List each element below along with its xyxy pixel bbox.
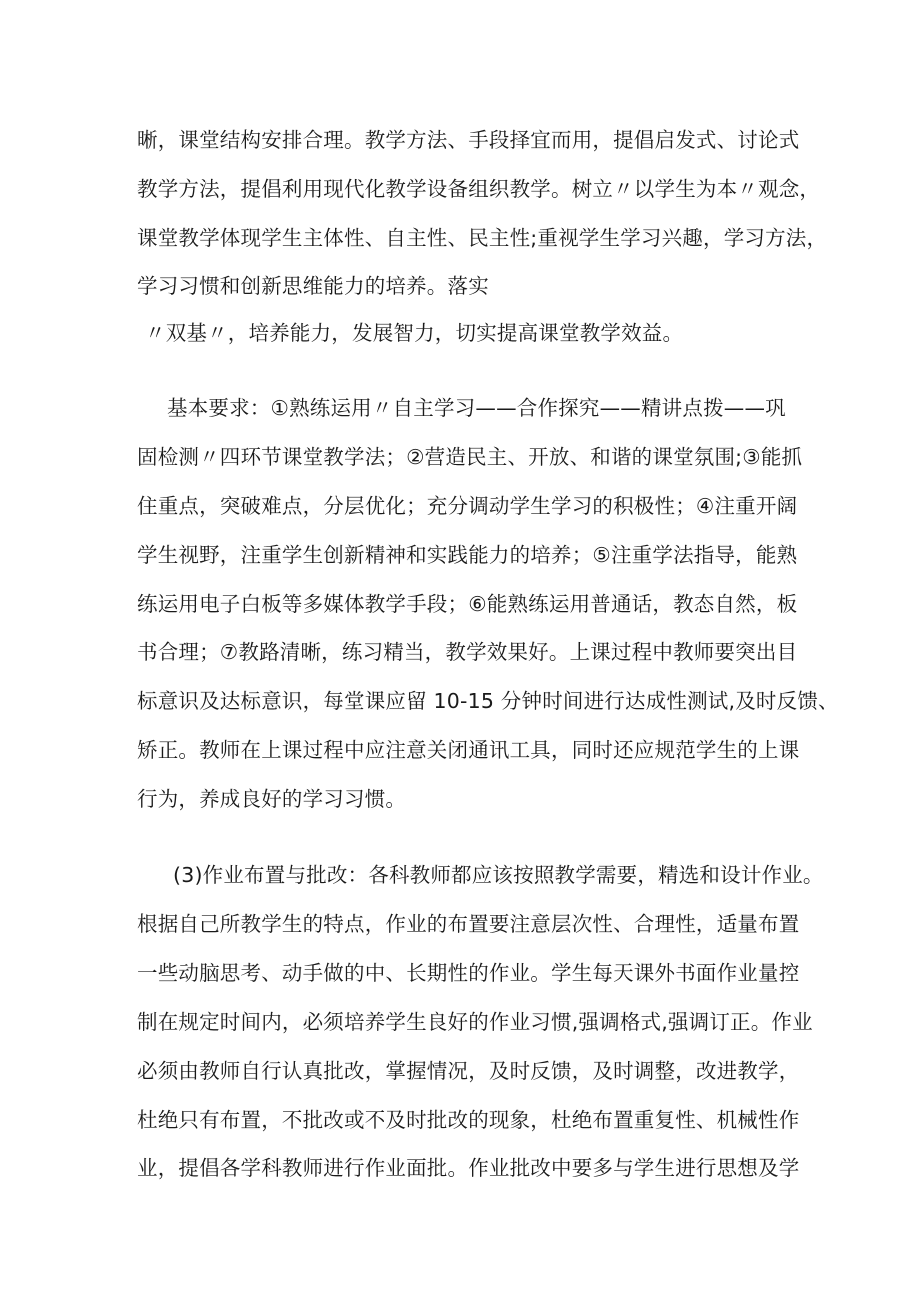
text-line: 业，提倡各学科教师进行作业面批。作业批改中要多与学生进行思想及学 [137,1156,800,1180]
text-line: 练运用电子白板等多媒体教学手段；⑥能熟练运用普通话，教态自然，板 [137,592,798,616]
text-line: 杜绝只有布置，不批改或不及时批改的现象，杜绝布置重复性、机械性作 [137,1108,800,1132]
text-line: 标意识及达标意识，每堂课应留 10-15 分钟时间进行达成性测试,及时反馈、 [137,689,839,713]
text-line: 行为，养成良好的学习习惯。 [137,787,407,811]
text-line: 住重点，突破难点，分层优化；充分调动学生学习的积极性；④注重开阔 [137,494,798,518]
text-line: 基本要求：①熟练运用〃自主学习——合作探究——精讲点拨——巩 [167,396,786,420]
text-line: 一些动脑思考、动手做的中、长期性的作业。学生每天课外书面作业量控 [137,961,800,985]
text-line: 书合理；⑦教路清晰，练习精当，教学效果好。上课过程中教师要突出目 [137,640,798,664]
text-line: 学生视野，注重学生创新精神和实践能力的培养；⑤注重学法指导，能熟 [137,543,798,567]
text-line: 教学方法，提倡利用现代化教学设备组织教学。树立〃以学生为本〃观念， [137,177,821,201]
text-line: 学习习惯和创新思维能力的培养。落实 [137,274,489,298]
text-line: 晰，课堂结构安排合理。教学方法、手段择宜而用，提倡启发式、讨论式 [137,128,800,152]
text-line: 课堂教学体现学生主体性、自主性、民主性;重视学生学习兴趣，学习方法， [137,226,828,250]
text-line: (3)作业布置与批改：各科教师都应该按照教学需要，精选和设计作业。 [173,863,824,887]
text-line: 制在规定时间内，必须培养学生良好的作业习惯,强调格式,强调订正。作业 [137,1010,813,1034]
text-line: 根据自己所教学生的特点，作业的布置要注意层次性、合理性，适量布置 [137,912,800,936]
text-line: 必须由教师自行认真批改，掌握情况，及时反馈，及时调整，改进教学， [137,1059,800,1083]
text-line: 〃双基〃，培养能力，发展智力，切实提高课堂教学效益。 [145,321,684,345]
text-line: 固检测〃四环节课堂教学法；②营造民主、开放、和谐的课堂氛围;③能抓 [137,445,803,469]
text-line: 矫正。教师在上课过程中应注意关闭通讯工具，同时还应规范学生的上课 [137,738,800,762]
